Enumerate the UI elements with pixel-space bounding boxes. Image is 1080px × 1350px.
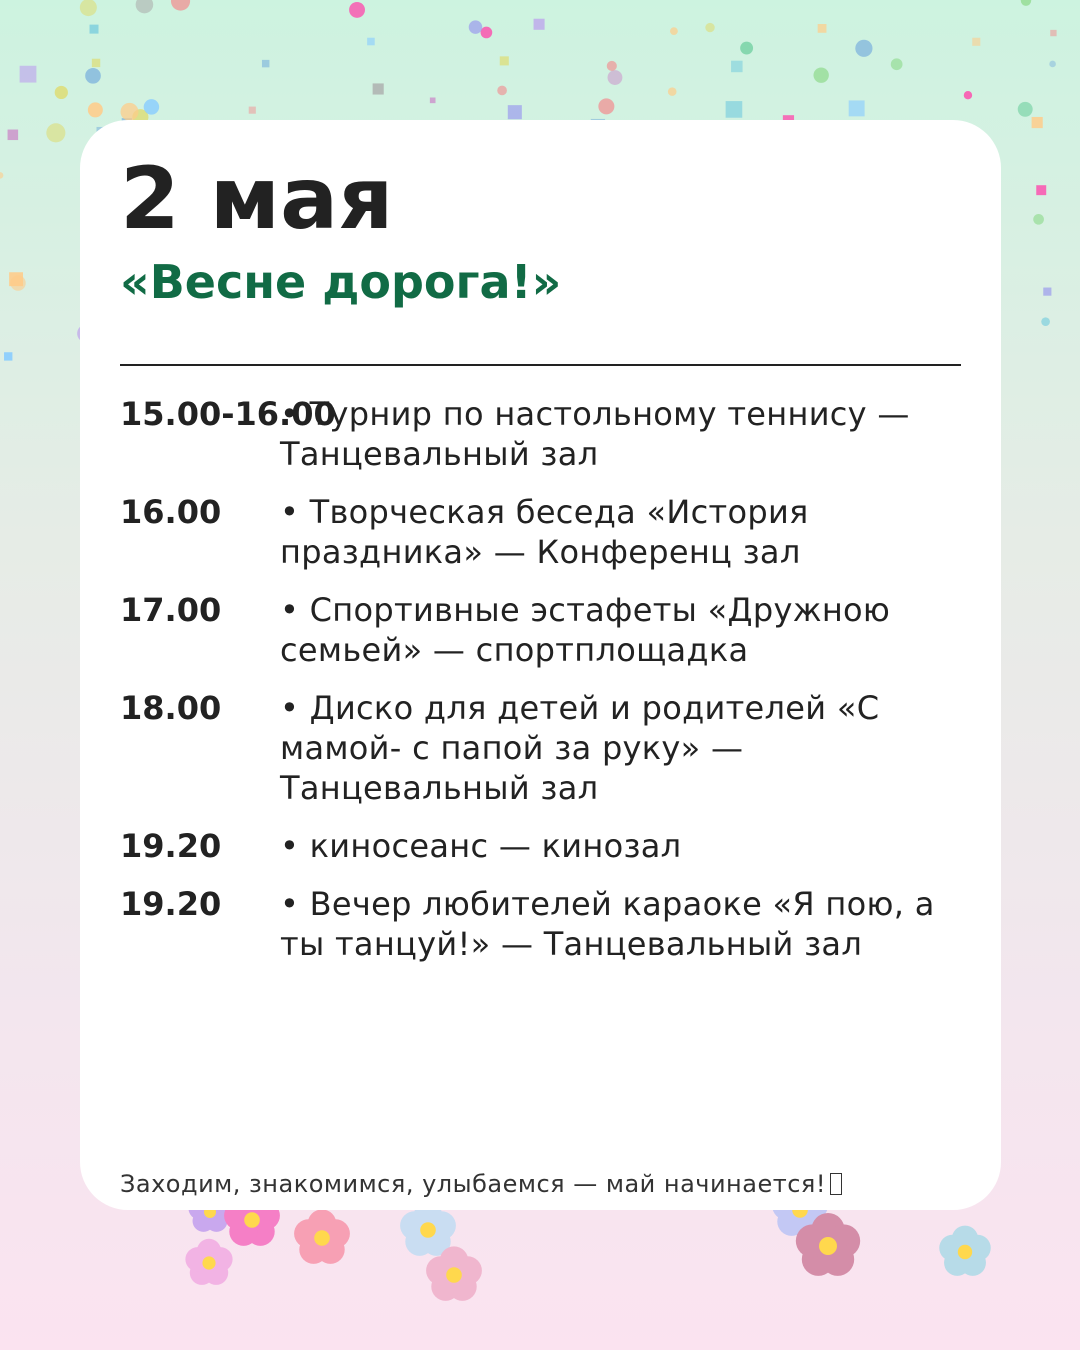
schedule-description: • Турнир по настольному теннису — Танцевальный зал [280,395,910,473]
schedule-list [120,394,961,982]
schedule-time: 19.20 [120,885,222,923]
schedule-row [120,394,961,474]
schedule-time: 18.00 [120,689,222,727]
schedule-row [120,590,961,670]
schedule-time: 16.00 [120,493,222,531]
schedule-time: 15.00-16.00 [120,395,336,433]
emoji-placeholder-icon [830,1173,842,1195]
schedule-description: • Творческая беседа «История праздника» — Конференц зал [280,493,809,571]
flower-icon [939,1226,991,1276]
schedule-time: 17.00 [120,591,222,629]
event-subtitle: «Весне дорога!» [120,255,562,309]
schedule-row [120,492,961,572]
footer-text: Заходим, знакомимся, улыбаемся — май начинается! [120,1170,826,1198]
schedule-row [120,884,961,964]
schedule-time: 19.20 [120,827,222,865]
footer-note [120,1170,842,1198]
schedule-description: • Вечер любителей караоке «Я пою, а ты танцуй!» — Танцевальный зал [280,885,935,963]
schedule-description: • Диско для детей и родителей «С мамой- с папой за руку» — Танцевальный зал [280,689,880,807]
schedule-description: • Спортивные эстафеты «Дружною семьей» — спортплощадка [280,591,891,669]
schedule-row [120,826,961,866]
flower-icon [294,1209,350,1263]
schedule-card [80,120,1001,1210]
schedule-row [120,688,961,808]
divider [120,364,961,366]
flower-icon [185,1239,232,1285]
schedule-description: • киносеанс — кинозал [280,827,682,865]
page-title: 2 мая [120,149,394,249]
